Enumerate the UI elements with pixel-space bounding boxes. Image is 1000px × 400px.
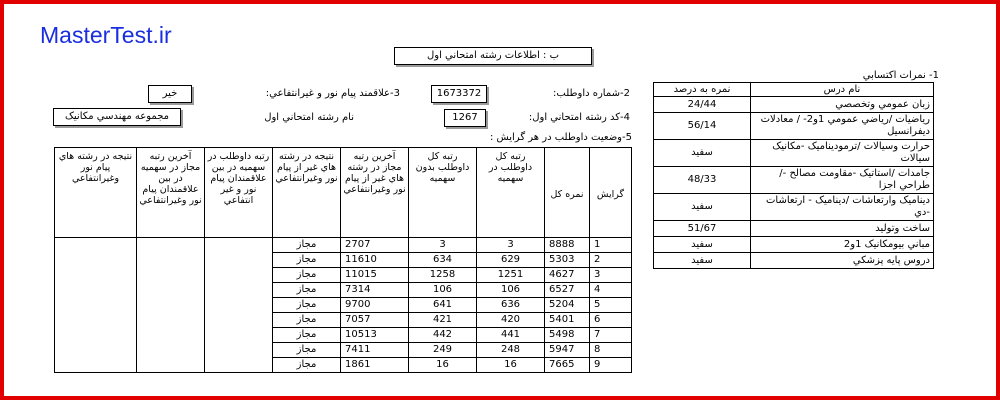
cell-payame-noor-empty [205,238,273,373]
cell-orientation: 6 [590,313,632,328]
cell-last-allowed-rank: 11610 [341,253,409,268]
cell-course-name: حرارت وسيالات /ترموديناميک -مکانيک سيالات [751,140,934,167]
cell-total-score: 6527 [545,283,590,298]
cell-orientation: 8 [590,343,632,358]
cell-rank-with-quota: 1251 [477,268,545,283]
section-title: ب : اطلاعات رشته امتحاني اول [394,47,592,65]
table-row [654,167,934,194]
cell-result: مجاز [273,268,341,283]
table-row [654,253,934,269]
cell-rank-with-quota: 636 [477,298,545,313]
cell-rank-with-quota: 420 [477,313,545,328]
cell-result: مجاز [273,343,341,358]
cell-last-allowed-rank: 9700 [341,298,409,313]
col-header-pn-rank-with-quota: رتبه داوطلب در سهميه در بين علاقمندان پيام نور و غير انتفاعي [205,148,273,238]
cell-total-score: 5401 [545,313,590,328]
ranks-table [54,147,632,373]
status-label: 5-وضعيت داوطلب در هر گرايش : [489,132,632,143]
payame-noor-interest-value: خير [148,85,192,103]
cell-result: مجاز [273,238,341,253]
candidate-number-value: 1673372 [431,85,487,103]
cell-rank-without-quota: 442 [409,328,477,343]
cell-total-score: 4627 [545,268,590,283]
cell-last-allowed-rank: 7057 [341,313,409,328]
cell-course-name: رياضيات /رياضي عمومي 1و2- / معادلات ديفرانسيل [751,113,934,140]
cell-last-allowed-rank: 11015 [341,268,409,283]
cell-rank-without-quota: 249 [409,343,477,358]
cell-rank-with-quota: 3 [477,238,545,253]
cell-payame-noor-empty [55,238,137,373]
cell-percent-score: سفيد [654,237,751,253]
cell-orientation: 4 [590,283,632,298]
cell-orientation: 3 [590,268,632,283]
table-row [654,140,934,167]
cell-percent-score: سفيد [654,140,751,167]
cell-percent-score: 48/33 [654,167,751,194]
cell-course-name: مباني بيومکانيک 1و2 [751,237,934,253]
cell-rank-with-quota: 16 [477,358,545,373]
col-header-percent-score: نمره به درصد [654,83,751,97]
cell-rank-with-quota: 629 [477,253,545,268]
col-header-result: نتيجه در رشته هاي غير از پيام نور وغيرانتفاعي [273,148,341,238]
cell-orientation: 1 [590,238,632,253]
cell-rank-without-quota: 641 [409,298,477,313]
cell-total-score: 5204 [545,298,590,313]
brand-logo-text: MasterTest.ir [40,22,172,48]
cell-result: مجاز [273,358,341,373]
cell-rank-without-quota: 421 [409,313,477,328]
cell-rank-without-quota: 3 [409,238,477,253]
table-row [654,113,934,140]
cell-total-score: 5947 [545,343,590,358]
cell-percent-score: 56/14 [654,113,751,140]
cell-rank-with-quota: 441 [477,328,545,343]
ranks-header-row [55,148,632,238]
cell-last-allowed-rank: 7411 [341,343,409,358]
grades-section-label: 1- نمرات اکتسابي [862,70,939,81]
cell-percent-score: سفيد [654,194,751,221]
cell-total-score: 7665 [545,358,590,373]
cell-percent-score: سفيد [654,253,751,269]
col-header-orientation: گرايش [590,148,632,238]
cell-orientation: 2 [590,253,632,268]
cell-total-score: 8888 [545,238,590,253]
table-row [654,221,934,237]
cell-total-score: 5303 [545,253,590,268]
table-row [654,97,934,113]
cell-rank-without-quota: 106 [409,283,477,298]
table-row [55,238,632,253]
grades-header-row [654,83,934,97]
cell-percent-score: 51/67 [654,221,751,237]
cell-orientation: 7 [590,328,632,343]
cell-last-allowed-rank: 1861 [341,358,409,373]
cell-rank-with-quota: 106 [477,283,545,298]
cell-total-score: 5498 [545,328,590,343]
cell-result: مجاز [273,298,341,313]
col-header-rank-without-quota: رتبه کل داوطلب بدون سهميه [409,148,477,238]
cell-rank-without-quota: 634 [409,253,477,268]
cell-orientation: 5 [590,298,632,313]
field-code-label: 4-کد رشته امتحاني اول: [528,112,630,123]
cell-result: مجاز [273,253,341,268]
cell-result: مجاز [273,328,341,343]
table-row [654,194,934,221]
table-row [654,237,934,253]
cell-course-name: دروس پايه پزشکي [751,253,934,269]
cell-course-name: جامدات /استاتيک -مقاومت مصالح -/طراحي اجزا [751,167,934,194]
cell-last-allowed-rank: 7314 [341,283,409,298]
cell-orientation: 9 [590,358,632,373]
cell-result: مجاز [273,313,341,328]
col-header-rank-with-quota: رتبه کل داوطلب در سهميه [477,148,545,238]
col-header-pn-result: نتيجه در رشته هاي پيام نور وغيرانتفاعي [55,148,137,238]
col-header-pn-last-allowed-rank: آخرين رتبه مجاز در سهميه در بين علاقمندان پيام نور وغيرانتفاعي [137,148,205,238]
cell-last-allowed-rank: 10513 [341,328,409,343]
grades-table [653,82,934,269]
payame-noor-interest-label: 3-علاقمند پيام نور و غيرانتفاعي: [265,88,400,99]
col-header-course-name: نام درس [751,83,934,97]
col-header-total-score: نمره کل [545,148,590,238]
cell-course-name: زبان عمومي وتخصصي [751,97,934,113]
cell-course-name: ديناميک وارتعاشات /ديناميک - ارتعاشات -دي [751,194,934,221]
col-header-last-allowed-rank: آخرين رتبه مجاز در رشته هاي غير از پيام نور وغيرانتفاعي [341,148,409,238]
field-code-value: 1267 [444,109,486,127]
field-name-label: نام رشته امتحاني اول [264,112,354,123]
cell-payame-noor-empty [137,238,205,373]
cell-rank-with-quota: 248 [477,343,545,358]
cell-course-name: ساخت وتوليد [751,221,934,237]
cell-result: مجاز [273,283,341,298]
field-name-value: مجموعه مهندسي مکانيک [53,108,181,126]
candidate-number-label: 2-شماره داوطلب: [553,88,630,99]
cell-rank-without-quota: 1258 [409,268,477,283]
cell-rank-without-quota: 16 [409,358,477,373]
cell-last-allowed-rank: 2707 [341,238,409,253]
cell-percent-score: 24/44 [654,97,751,113]
